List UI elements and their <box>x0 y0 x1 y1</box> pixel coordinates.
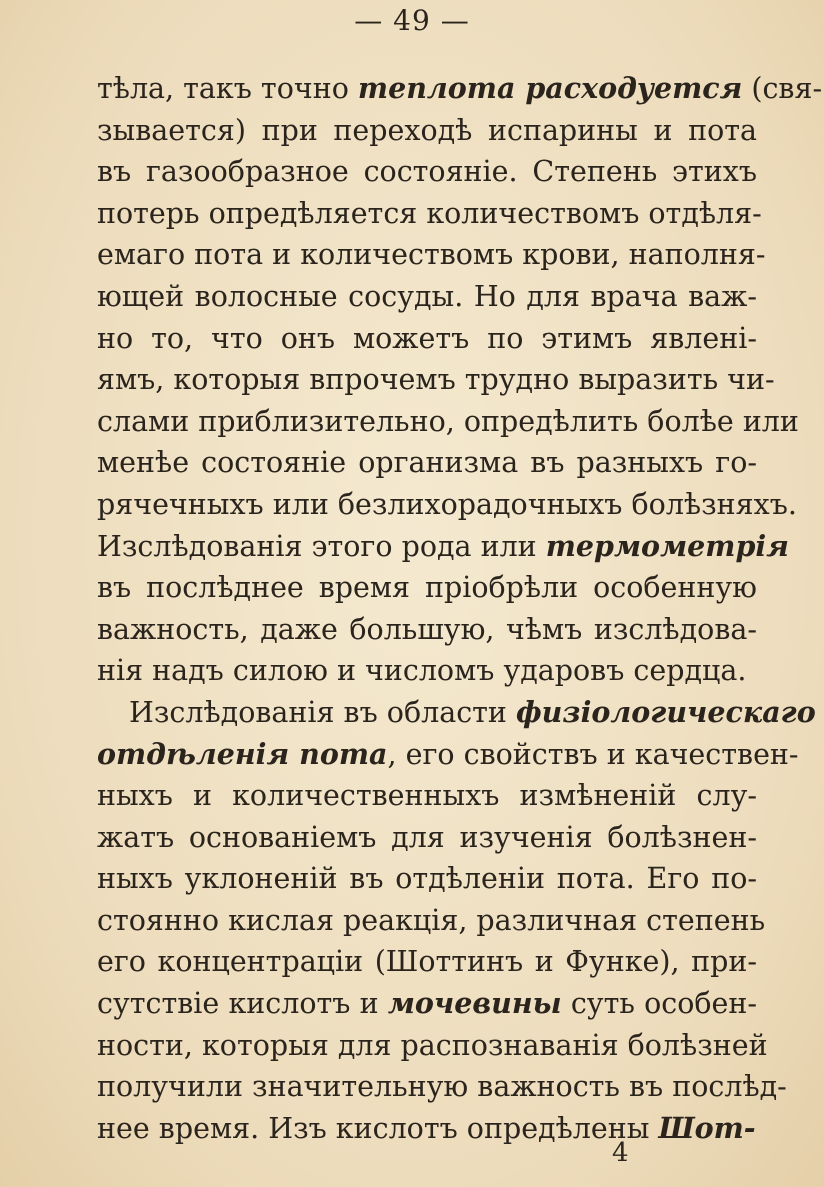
text-line <box>97 276 757 318</box>
line-text: зывается) при переходѣ испарины и пота <box>97 113 757 147</box>
text-line <box>97 900 766 942</box>
line-text: получили значительную важность въ послѣд- <box>97 1070 787 1104</box>
text-line <box>97 110 757 152</box>
text-line <box>97 234 766 276</box>
page-body <box>97 68 823 1149</box>
text-line <box>97 734 799 776</box>
paragraph-1 <box>97 68 823 692</box>
line-text: Изслѣдованiя этого рода или <box>97 529 546 563</box>
text-line <box>97 650 757 692</box>
emphasis-text: термометрiя <box>545 528 789 563</box>
emphasis-text: мочевины <box>387 986 562 1021</box>
line-text: ныхъ уклоненiй въ отдѣленiи пота. Его по- <box>97 862 757 896</box>
line-text: въ послѣднее время прiобрѣли особенную <box>97 571 757 605</box>
line-text: ности, которыя для распознаванiя болѣзней <box>97 1028 768 1062</box>
line-text: въ газообразное состоянiе. Степень этихъ <box>97 155 757 189</box>
line-text: ющей волосные сосуды. Но для врача важ- <box>97 279 757 313</box>
line-text: рячечныхъ или безлихорадочныхъ болѣзняхъ. <box>97 487 797 521</box>
text-line <box>97 151 757 193</box>
signature-mark: 4 <box>612 1138 629 1168</box>
text-line <box>97 1108 757 1150</box>
text-line <box>97 858 757 900</box>
text-line <box>97 1025 768 1067</box>
text-line <box>97 692 816 734</box>
text-line <box>97 526 789 568</box>
line-text: но то, что онъ можетъ по этимъ явленi- <box>97 321 757 355</box>
line-text: (свя- <box>742 72 823 105</box>
line-text: сутствiе кислотъ и <box>97 987 388 1021</box>
paragraph-2 <box>97 692 816 1150</box>
text-line <box>97 1066 787 1108</box>
line-text: , его свойствъ и качествен- <box>387 737 799 771</box>
emphasis-text: отдѣленiя пота <box>97 736 388 771</box>
line-text: ныхъ и количественныхъ измѣненiй слу- <box>97 779 757 813</box>
text-line <box>97 442 757 484</box>
text-line <box>97 609 757 651</box>
line-text: слами приблизительно, опредѣлить болѣе или <box>97 404 799 438</box>
text-line <box>97 193 762 235</box>
text-line <box>97 359 775 401</box>
text-line <box>97 401 799 443</box>
line-text: важность, даже большую, чѣмъ изслѣдова- <box>97 612 757 646</box>
text-line <box>97 817 757 859</box>
line-text: жатъ основанiемъ для изученiя болѣзнен- <box>97 820 757 854</box>
line-text: ямъ, которыя впрочемъ трудно выразить чи- <box>97 363 775 397</box>
emphasis-text: Шот- <box>658 1110 756 1145</box>
line-text: менѣе состоянiе организма въ разныхъ го- <box>97 446 757 480</box>
text-line <box>97 983 757 1025</box>
line-text: стоянно кислая реакцiя, различная степень <box>97 903 766 937</box>
page-number: — 49 — <box>354 4 470 37</box>
emphasis-text: теплота расходуется <box>357 71 743 105</box>
text-line <box>97 484 797 526</box>
line-text: тѣла, такъ точно <box>97 72 358 105</box>
text-line <box>97 318 757 360</box>
line-text: Изслѣдованiя въ области <box>129 695 516 729</box>
text-line <box>97 567 757 609</box>
line-text: потерь опредѣляется количествомъ отдѣля- <box>97 196 762 230</box>
line-text: емаго пота и количествомъ крови, наполня- <box>97 238 766 272</box>
text-line <box>97 68 823 110</box>
text-line <box>97 775 757 817</box>
line-text: его концентрацiи (Шоттинъ и Функе), при- <box>97 945 757 979</box>
emphasis-text: физiологическаго <box>515 694 816 729</box>
line-text: нiя надъ силою и числомъ ударовъ сердца. <box>97 654 747 688</box>
text-line <box>97 941 757 983</box>
line-text: суть особен- <box>561 987 758 1021</box>
line-text: нее время. Изъ кислотъ опредѣлены <box>97 1111 659 1145</box>
